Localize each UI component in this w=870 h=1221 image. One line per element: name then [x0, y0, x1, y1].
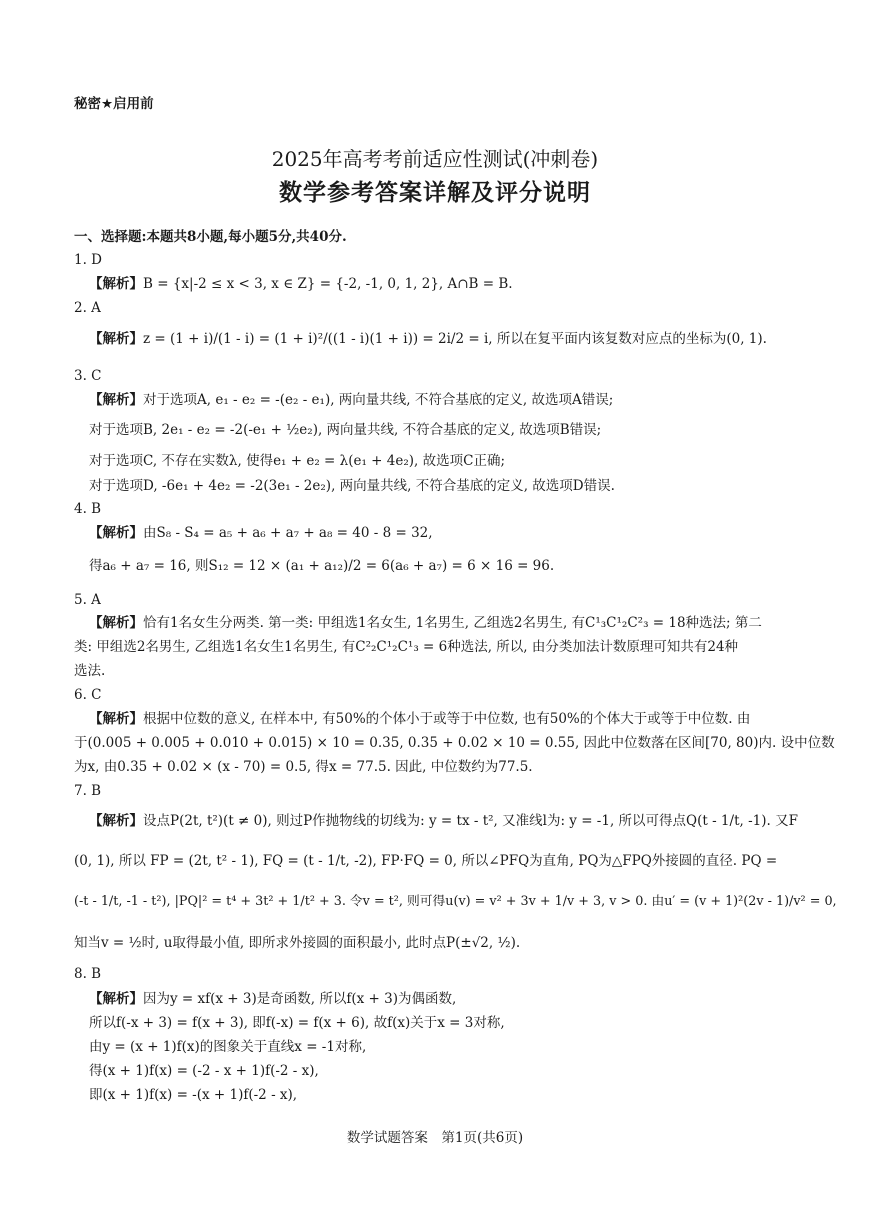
answer-5: 5. A: [74, 592, 101, 608]
analysis-line: 得a₆ + a₇ = 16, 则S₁₂ = 12 × (a₁ + a₁₂)/2 = 6(a₆ + a₇) = 6 × 16 = 96.: [89, 558, 555, 574]
page-footer: 数学试题答案 第1页(共6页): [346, 1130, 524, 1146]
analysis-line: 得(x + 1)f(x) = (-2 - x + 1)f(-2 - x),: [89, 1063, 319, 1079]
analysis-line: 对于选项C, 不存在实数λ, 使得e₁ + e₂ = λ(e₁ + 4e₂), 故选项C正确;: [89, 453, 505, 469]
analysis-tag: 【解析】: [89, 392, 143, 408]
section-heading: 一、选择题:本题共8小题,每小题5分,共40分.: [74, 229, 347, 245]
analysis-line: 知当v = ½时, u取得最小值, 即所求外接圆的面积最小, 此时点P(±√2, ½).: [74, 935, 521, 951]
analysis-line: 由y = (x + 1)f(x)的图象关于直线x = -1对称,: [89, 1039, 367, 1055]
analysis-tag: 【解析】: [89, 991, 143, 1007]
analysis-line: 于(0.005 + 0.005 + 0.010 + 0.015) × 10 = 0.35, 0.35 + 0.02 × 10 = 0.55, 因此中位数落在区间[70, 80)内. 设中位数: [74, 735, 835, 751]
analysis-6: 【解析】根据中位数的意义, 在样本中, 有50%的个体小于或等于中位数, 也有50%的个体大于或等于中位数. 由: [89, 711, 751, 727]
answer-1: 1. D: [74, 252, 102, 268]
analysis-line: 为x, 由0.35 + 0.02 × (x - 70) = 0.5, 得x = 77.5. 因此, 中位数约为77.5.: [74, 759, 533, 775]
analysis-1: 【解析】B = {x|-2 ≤ x < 3, x ∈ Z} = {-2, -1, 0, 1, 2}, A∩B = B.: [89, 276, 513, 292]
analysis-tag: 【解析】: [89, 331, 143, 347]
answer-2: 2. A: [74, 300, 101, 316]
analysis-tag: 【解析】: [89, 615, 143, 631]
analysis-line: (0, 1), 所以 FP = (2t, t² - 1), FQ = (t - 1/t, -2), FP·FQ = 0, 所以∠PFQ为直角, PQ为△FPQ外接圆的直径. PQ =: [74, 853, 778, 869]
page-title: 2025年高考考前适应性测试(冲刺卷): [271, 147, 599, 171]
analysis-3: 【解析】对于选项A, e₁ - e₂ = -(e₂ - e₁), 两向量共线, 不符合基底的定义, 故选项A错误;: [89, 392, 614, 408]
answer-3: 3. C: [74, 368, 102, 384]
analysis-tag: 【解析】: [89, 711, 143, 727]
answer-7: 7. B: [74, 783, 102, 799]
analysis-5: 【解析】恰有1名女生分两类. 第一类: 甲组选1名女生, 1名男生, 乙组选2名男生, 有C¹₃C¹₂C²₃ = 18种选法; 第二: [89, 615, 762, 631]
analysis-tag: 【解析】: [89, 525, 143, 541]
answer-6: 6. C: [74, 687, 102, 703]
answer-4: 4. B: [74, 501, 102, 517]
analysis-8: 【解析】因为y = xf(x + 3)是奇函数, 所以f(x + 3)为偶函数,: [89, 991, 457, 1007]
analysis-line: 所以f(-x + 3) = f(x + 3), 即f(-x) = f(x + 6), 故f(x)关于x = 3对称,: [89, 1015, 505, 1031]
secret-label: 秘密★启用前: [74, 96, 154, 112]
analysis-4: 【解析】由S₈ - S₄ = a₅ + a₆ + a₇ + a₈ = 40 - 8 = 32,: [89, 525, 433, 541]
analysis-tag: 【解析】: [89, 813, 143, 829]
analysis-line: 选法.: [74, 663, 106, 679]
analysis-line: 对于选项D, -6e₁ + 4e₂ = -2(3e₁ - 2e₂), 两向量共线, 不符合基底的定义, 故选项D错误.: [89, 478, 615, 494]
analysis-line: (-t - 1/t, -1 - t²), |PQ|² = t⁴ + 3t² + 1/t² + 3. 令v = t², 则可得u(v) = v² + 3v + 1/v + 3, v > 0. 由u′ = (v + 1)²(2v - 1)/v² = 0,: [74, 894, 837, 909]
analysis-line: 类: 甲组选2名男生, 乙组选1名女生1名男生, 有C²₂C¹₂C¹₃ = 6种选法, 所以, 由分类加法计数原理可知共有24种: [74, 639, 739, 655]
analysis-7: 【解析】设点P(2t, t²)(t ≠ 0), 则过P作抛物线的切线为: y = tx - t², 又准线l为: y = -1, 所以可得点Q(t - 1/t, -1). 又F: [89, 813, 798, 829]
analysis-tag: 【解析】: [89, 276, 143, 292]
analysis-line: 即(x + 1)f(x) = -(x + 1)f(-2 - x),: [89, 1087, 298, 1103]
analysis-2: 【解析】z = (1 + i)/(1 - i) = (1 + i)²/((1 - i)(1 + i)) = 2i/2 = i, 所以在复平面内该复数对应点的坐标为(0, 1).: [89, 331, 767, 347]
page-subtitle: 数学参考答案详解及评分说明: [279, 180, 591, 206]
analysis-line: 对于选项B, 2e₁ - e₂ = -2(-e₁ + ½e₂), 两向量共线, 不符合基底的定义, 故选项B错误;: [89, 422, 602, 438]
answer-8: 8. B: [74, 966, 102, 982]
